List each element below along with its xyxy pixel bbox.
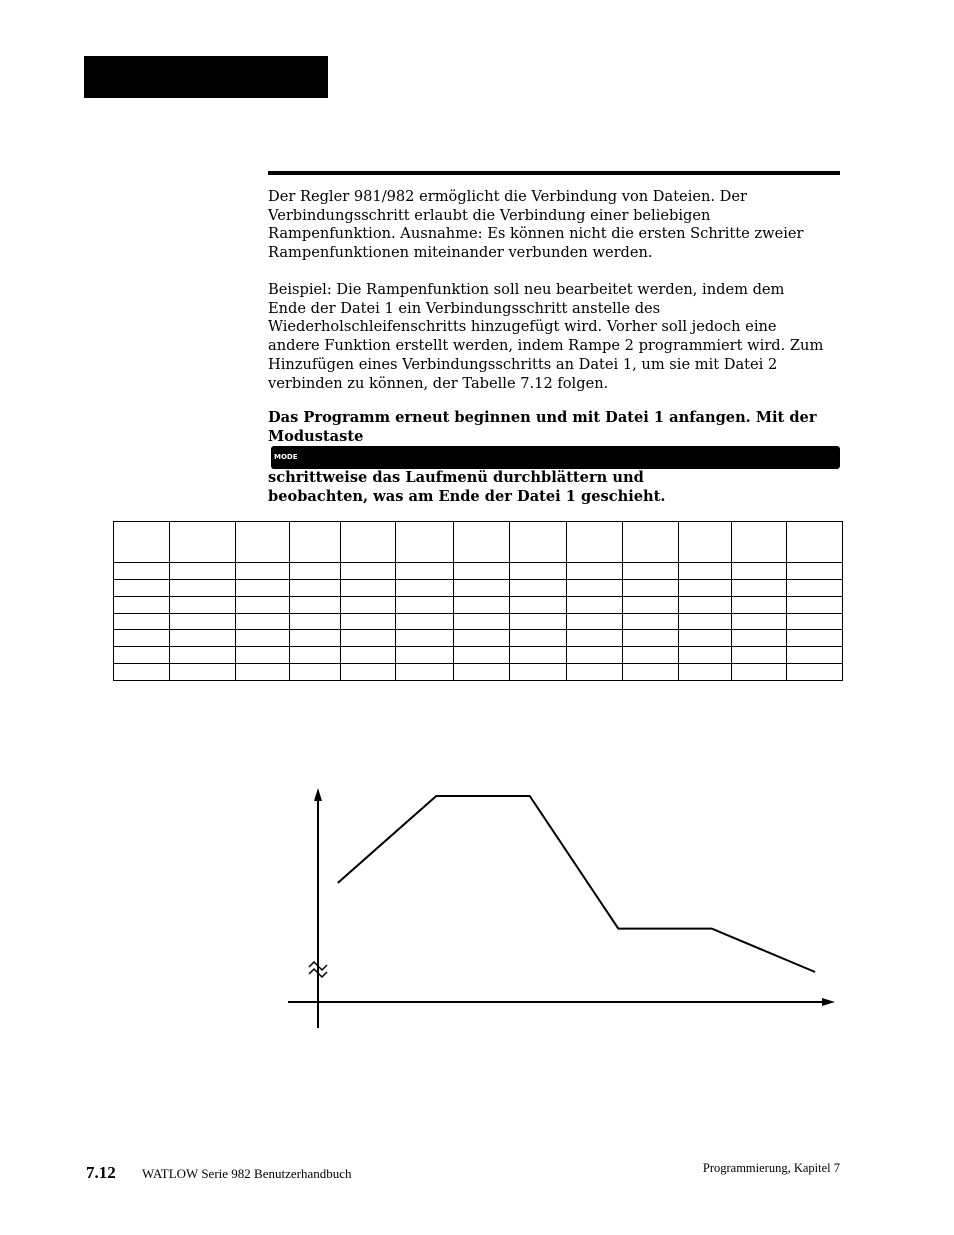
header-bar xyxy=(84,56,328,98)
table-cell xyxy=(170,522,236,563)
table-cell xyxy=(567,647,623,664)
table-cell xyxy=(454,596,510,613)
table-cell xyxy=(396,613,454,630)
table-cell xyxy=(454,664,510,681)
table-cell xyxy=(623,579,679,596)
table-cell xyxy=(454,613,510,630)
table-cell xyxy=(679,647,732,664)
text-line: Wiederholschleifenschritts hinzugefügt wird. Vorher soll jedoch eine xyxy=(268,318,777,336)
table-cell xyxy=(732,563,787,580)
table-cell xyxy=(170,630,236,647)
table-cell xyxy=(114,613,170,630)
section-rule xyxy=(268,171,840,175)
table-row xyxy=(114,563,843,580)
table-cell xyxy=(114,664,170,681)
table-cell xyxy=(454,563,510,580)
table-cell xyxy=(623,522,679,563)
table-cell xyxy=(787,664,843,681)
table-cell xyxy=(290,522,341,563)
text-line: verbinden zu können, der Tabelle 7.12 folgen. xyxy=(268,374,609,392)
table-cell xyxy=(341,613,396,630)
table-cell xyxy=(679,664,732,681)
table-cell xyxy=(341,522,396,563)
table-cell xyxy=(732,613,787,630)
table-cell xyxy=(396,596,454,613)
chapter-label: Programmierung, Kapitel 7 xyxy=(702,1161,840,1175)
table-cell xyxy=(341,647,396,664)
table-cell xyxy=(341,579,396,596)
text-line xyxy=(268,428,843,488)
table-cell xyxy=(510,596,567,613)
table-cell xyxy=(341,630,396,647)
table-cell xyxy=(236,522,290,563)
table-cell xyxy=(787,522,843,563)
text-line: Das Programm erneut beginnen und mit Datei 1 anfangen. Mit der xyxy=(268,409,817,426)
table-cell xyxy=(114,522,170,563)
table-cell xyxy=(290,630,341,647)
table-row xyxy=(114,613,843,630)
intro-paragraph xyxy=(268,188,843,263)
table-cell xyxy=(732,630,787,647)
table-cell xyxy=(623,647,679,664)
table-cell xyxy=(396,522,454,563)
table-cell xyxy=(290,613,341,630)
text-line: Beispiel: Die Rampenfunktion soll neu bearbeitet werden, indem dem xyxy=(268,281,785,298)
table-cell xyxy=(236,596,290,613)
table-cell xyxy=(236,579,290,596)
text-line: Verbindungsschritt erlaubt die Verbindung einer beliebigen xyxy=(268,206,711,224)
table-cell xyxy=(787,579,843,596)
table-cell xyxy=(510,647,567,664)
manual-title: WATLOW Serie 982 Benutzerhandbuch xyxy=(142,1166,352,1181)
table-cell xyxy=(679,596,732,613)
page-number: 7.12 xyxy=(86,1163,116,1182)
table-row xyxy=(114,579,843,596)
table-cell xyxy=(787,647,843,664)
table-cell xyxy=(787,596,843,613)
table-cell xyxy=(236,647,290,664)
table-cell xyxy=(510,522,567,563)
table-cell xyxy=(567,630,623,647)
table-cell xyxy=(236,563,290,580)
table-cell xyxy=(787,613,843,630)
table-cell xyxy=(170,563,236,580)
example-paragraph xyxy=(268,281,843,393)
table-cell xyxy=(732,579,787,596)
table-cell xyxy=(114,596,170,613)
table-row xyxy=(114,664,843,681)
table-cell xyxy=(396,647,454,664)
table-cell xyxy=(396,664,454,681)
table-cell xyxy=(236,613,290,630)
x-axis-arrow xyxy=(822,998,835,1006)
table-cell xyxy=(732,522,787,563)
table-cell xyxy=(567,613,623,630)
table-cell xyxy=(567,596,623,613)
table-cell xyxy=(396,630,454,647)
table-cell xyxy=(679,522,732,563)
table-cell xyxy=(236,664,290,681)
table-cell xyxy=(290,579,341,596)
table-cell xyxy=(114,579,170,596)
table-row xyxy=(114,647,843,664)
table-cell xyxy=(679,579,732,596)
table-cell xyxy=(290,563,341,580)
table-cell xyxy=(114,563,170,580)
text-fragment: Modustaste xyxy=(268,427,364,445)
table-cell xyxy=(290,647,341,664)
table-cell xyxy=(396,563,454,580)
table-cell xyxy=(170,613,236,630)
table-cell xyxy=(567,579,623,596)
table-cell xyxy=(396,579,454,596)
text-fragment: schrittweise das Laufmenü durchblättern und xyxy=(268,469,644,487)
table-cell xyxy=(114,647,170,664)
table-cell xyxy=(679,563,732,580)
table-cell xyxy=(787,630,843,647)
y-axis-arrow xyxy=(314,788,322,801)
series-line xyxy=(338,796,815,972)
table-cell xyxy=(567,664,623,681)
table-row xyxy=(114,596,843,613)
table-cell xyxy=(170,647,236,664)
text-line: Hinzufügen eines Verbindungsschritts an Datei 1, um sie mit Datei 2 xyxy=(268,355,778,373)
table-cell xyxy=(170,664,236,681)
mode-key-icon: MODE xyxy=(271,446,840,469)
table-cell xyxy=(341,563,396,580)
table-cell xyxy=(510,563,567,580)
table-cell xyxy=(170,579,236,596)
table-cell xyxy=(679,613,732,630)
table-cell xyxy=(567,522,623,563)
table-cell xyxy=(732,664,787,681)
table-cell xyxy=(454,647,510,664)
text-line: beobachten, was am Ende der Datei 1 geschieht. xyxy=(268,487,666,505)
table-cell xyxy=(623,613,679,630)
table-header-row xyxy=(114,522,843,563)
table-cell xyxy=(567,563,623,580)
table-cell xyxy=(454,522,510,563)
table-cell xyxy=(510,664,567,681)
ramp-profile-chart xyxy=(280,780,840,1030)
table-cell xyxy=(341,664,396,681)
text-line: Rampenfunktion. Ausnahme: Es können nicht die ersten Schritte zweier xyxy=(268,225,804,243)
table-cell xyxy=(732,647,787,664)
text-line: Rampenfunktionen miteinander verbunden werden. xyxy=(268,244,653,262)
instruction-paragraph xyxy=(268,409,843,507)
table-cell xyxy=(290,596,341,613)
table-cell xyxy=(623,563,679,580)
table-cell xyxy=(732,596,787,613)
table-cell xyxy=(236,630,290,647)
table-cell xyxy=(623,596,679,613)
procedure-table xyxy=(113,521,843,681)
text-line: Ende der Datei 1 ein Verbindungsschritt anstelle des xyxy=(268,299,661,317)
table-cell xyxy=(510,630,567,647)
table-cell xyxy=(170,596,236,613)
text-line: Der Regler 981/982 ermöglicht die Verbindung von Dateien. Der xyxy=(268,188,747,205)
table-cell xyxy=(787,563,843,580)
table-cell xyxy=(290,664,341,681)
table-cell xyxy=(510,613,567,630)
table-cell xyxy=(341,596,396,613)
table-row xyxy=(114,630,843,647)
table-cell xyxy=(114,630,170,647)
table-cell xyxy=(623,664,679,681)
table-cell xyxy=(623,630,679,647)
text-line: andere Funktion erstellt werden, indem Rampe 2 programmiert wird. Zum xyxy=(268,337,824,355)
table-cell xyxy=(454,630,510,647)
table-cell xyxy=(510,579,567,596)
table-cell xyxy=(454,579,510,596)
table-cell xyxy=(679,630,732,647)
